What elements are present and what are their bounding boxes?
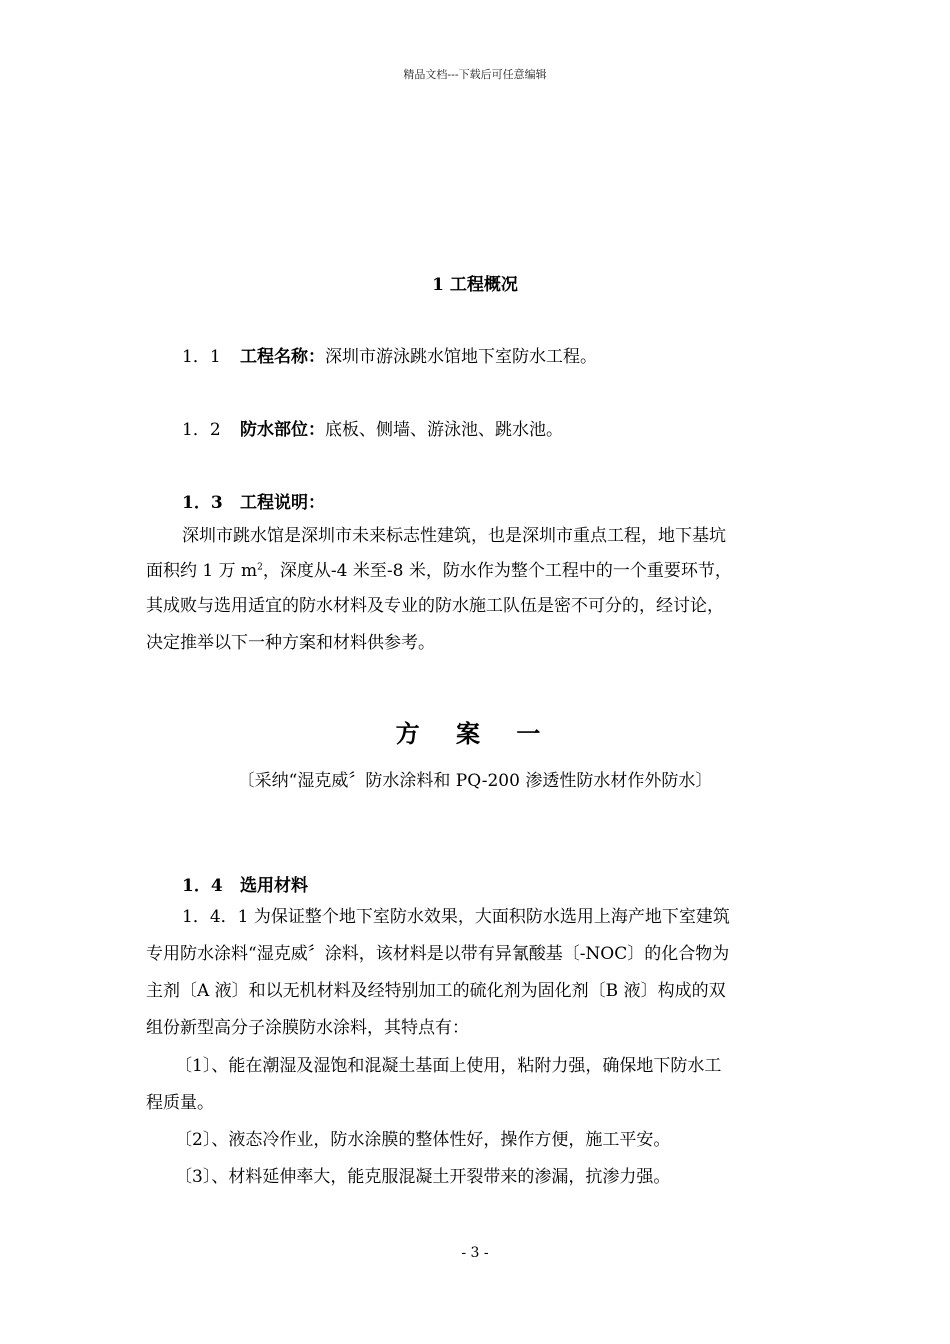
page-header: 精品文档---下载后可任意编辑: [403, 68, 547, 81]
materials-line-4: 组份新型高分子涂膜防水涂料，其特点有：: [146, 1018, 469, 1038]
feature-2: 〔2〕、液态冷作业，防水涂膜的整体性好，操作方便，施工平安。: [175, 1130, 671, 1150]
desc-line-2: [146, 554, 732, 589]
desc-line-4: 决定推举以下一种方案和材料供参考。: [146, 633, 435, 653]
materials-line-3: 主剂〔A 液〕和以无机材料及经特别加工的硫化剂为固化剂〔B 液〕构成的双: [146, 981, 726, 1001]
desc-line-2b: ，深度从-4 米至-8 米，防水作为整个工程中的一个重要环节，: [262, 561, 732, 581]
item-label: 工程名称：: [240, 347, 325, 367]
superscript: 2: [257, 562, 263, 573]
section-title: 1 工程概况: [432, 275, 518, 295]
item-label: 工程说明：: [240, 493, 325, 513]
desc-line-2a: 面积约 1 万 m: [146, 561, 258, 581]
plan-subtitle: 〔采纳“湿克威〞防水涂料和 PQ-200 渗透性防水材作外防水〕: [237, 771, 713, 791]
feature-3: 〔3〕、材料延伸率大，能克服混凝土开裂带来的渗漏，抗渗力强。: [175, 1167, 671, 1187]
item-number: 1．4: [182, 876, 223, 896]
item-text: 底板、侧墙、游泳池、跳水池。: [325, 420, 563, 440]
page-number: - 3 -: [461, 1245, 489, 1261]
desc-line-1: 深圳市跳水馆是深圳市未来标志性建筑，也是深圳市重点工程，地下基坑: [182, 526, 726, 546]
item-waterproof-parts: [182, 415, 563, 440]
item-number: 1．3: [182, 493, 223, 513]
feature-1-line-2: 程质量。: [146, 1093, 214, 1113]
item-text: 深圳市游泳跳水馆地下室防水工程。: [325, 347, 597, 367]
item-label: 防水部位：: [240, 420, 325, 440]
materials-line-1: 1．4．1 为保证整个地下室防水效果，大面积防水选用上海产地下室建筑: [182, 907, 730, 927]
materials-line-2: 专用防水涂料“湿克威〞涂料，该材料是以带有异氰酸基〔-NOC〕的化合物为: [146, 944, 730, 964]
plan-title: 方 案 一: [395, 719, 555, 748]
item-number: 1．1: [182, 347, 221, 367]
desc-line-3: 其成败与选用适宜的防水材料及专业的防水施工队伍是密不可分的，经讨论，: [146, 596, 724, 616]
item-materials: [182, 871, 308, 896]
item-project-description: [182, 488, 325, 513]
item-number: 1．2: [182, 420, 221, 440]
feature-1-line-1: 〔1〕、能在潮湿及湿饱和混凝土基面上使用，粘附力强，确保地下防水工: [175, 1056, 722, 1076]
item-label: 选用材料: [240, 876, 308, 896]
item-project-name: [182, 342, 597, 367]
